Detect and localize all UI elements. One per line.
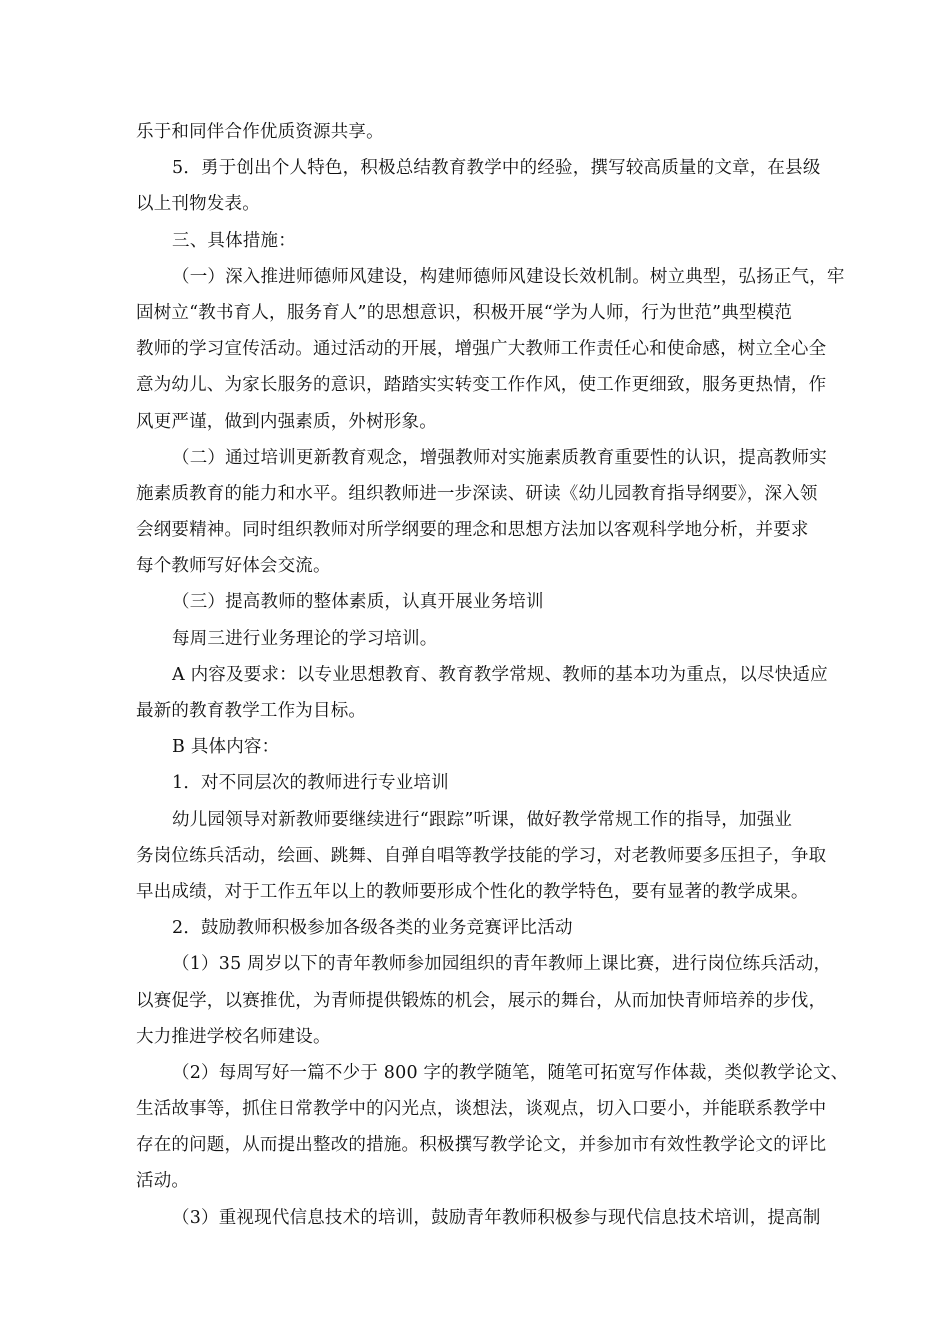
text-line: 教师的学习宣传活动。通过活动的开展，增强广大教师工作责任心和使命感，树立全心全 [136,339,827,360]
text-line: （3）重视现代信息技术的培训，鼓励青年教师积极参与现代信息技术培训，提高制 [172,1207,821,1228]
text-line: B 具体内容： [172,737,280,758]
text-line: 固树立“教书育人，服务育人”的思想意识，积极开展“学为人师，行为世范”典型模范 [136,302,793,323]
text-line: 存在的问题，从而提出整改的措施。积极撰写教学论文，并参加市有效性教学论文的评比 [136,1135,827,1156]
document-body [136,114,862,1236]
text-line: 以赛促学，以赛推优，为青师提供锻炼的机会，展示的舞台，从而加快青师培养的步伐， [136,990,827,1011]
text-line: 以上刊物发表。 [136,194,260,215]
text-line: 活动。 [136,1171,190,1192]
text-line: 会纲要精神。同时组织教师对所学纲要的理念和思想方法加以客观科学地分析，并要求 [136,520,809,541]
text-line: 大力推进学校名师建设。 [136,1026,331,1047]
text-line: 每周三进行业务理论的学习培训。 [172,628,438,649]
text-line: 三、具体措施： [172,230,296,251]
text-line: A 内容及要求：以专业思想教育、教育教学常规、教师的基本功为重点，以尽快适应 [172,664,828,685]
text-line: 2．鼓励教师积极参加各级各类的业务竞赛评比活动 [172,918,573,939]
text-line: 1．对不同层次的教师进行专业培训 [172,773,449,794]
text-line: 生活故事等，抓住日常教学中的闪光点，谈想法，谈观点，切入口要小，并能联系教学中 [136,1099,827,1120]
text-line: （一）深入推进师德师风建设，构建师德师风建设长效机制。树立典型，弘扬正气，牢 [172,266,845,287]
text-line: （三）提高教师的整体素质，认真开展业务培训 [172,592,544,613]
text-line: 早出成绩，对于工作五年以上的教师要形成个性化的教学特色，要有显著的教学成果。 [136,881,809,902]
text-line: 最新的教育教学工作为目标。 [136,701,367,721]
text-line: 风更严谨，做到内强素质，外树形象。 [136,411,437,432]
text-line: 每个教师写好体会交流。 [136,556,331,577]
text-line: 施素质教育的能力和水平。组织教师进一步深读、研读《幼儿园教育指导纲要》，深入领 [136,483,818,504]
text-line: 意为幼儿、为家长服务的意识，踏踏实实转变工作作风，使工作更细致，服务更热情，作 [136,375,827,396]
text-line: （二）通过培训更新教育观念，增强教师对实施素质教育重要性的认识，提高教师实 [172,447,827,468]
text-line: （1）35 周岁以下的青年教师参加园组织的青年教师上课比赛，进行岗位练兵活动， [172,954,832,975]
text-line: 乐于和同伴合作优质资源共享。 [136,122,384,142]
text-line: 5．勇于创出个人特色，积极总结教育教学中的经验，撰写较高质量的文章，在县级 [172,158,821,179]
text-line: （2）每周写好一篇不少于 800 字的教学随笔，随笔可拓宽写作体裁，类似教学论文、 [172,1062,849,1083]
text-line: 幼儿园领导对新教师要继续进行“跟踪”听课，做好教学常规工作的指导，加强业 [172,809,793,830]
text-line: 务岗位练兵活动，绘画、跳舞、自弹自唱等教学技能的学习，对老教师要多压担子，争取 [136,845,827,866]
